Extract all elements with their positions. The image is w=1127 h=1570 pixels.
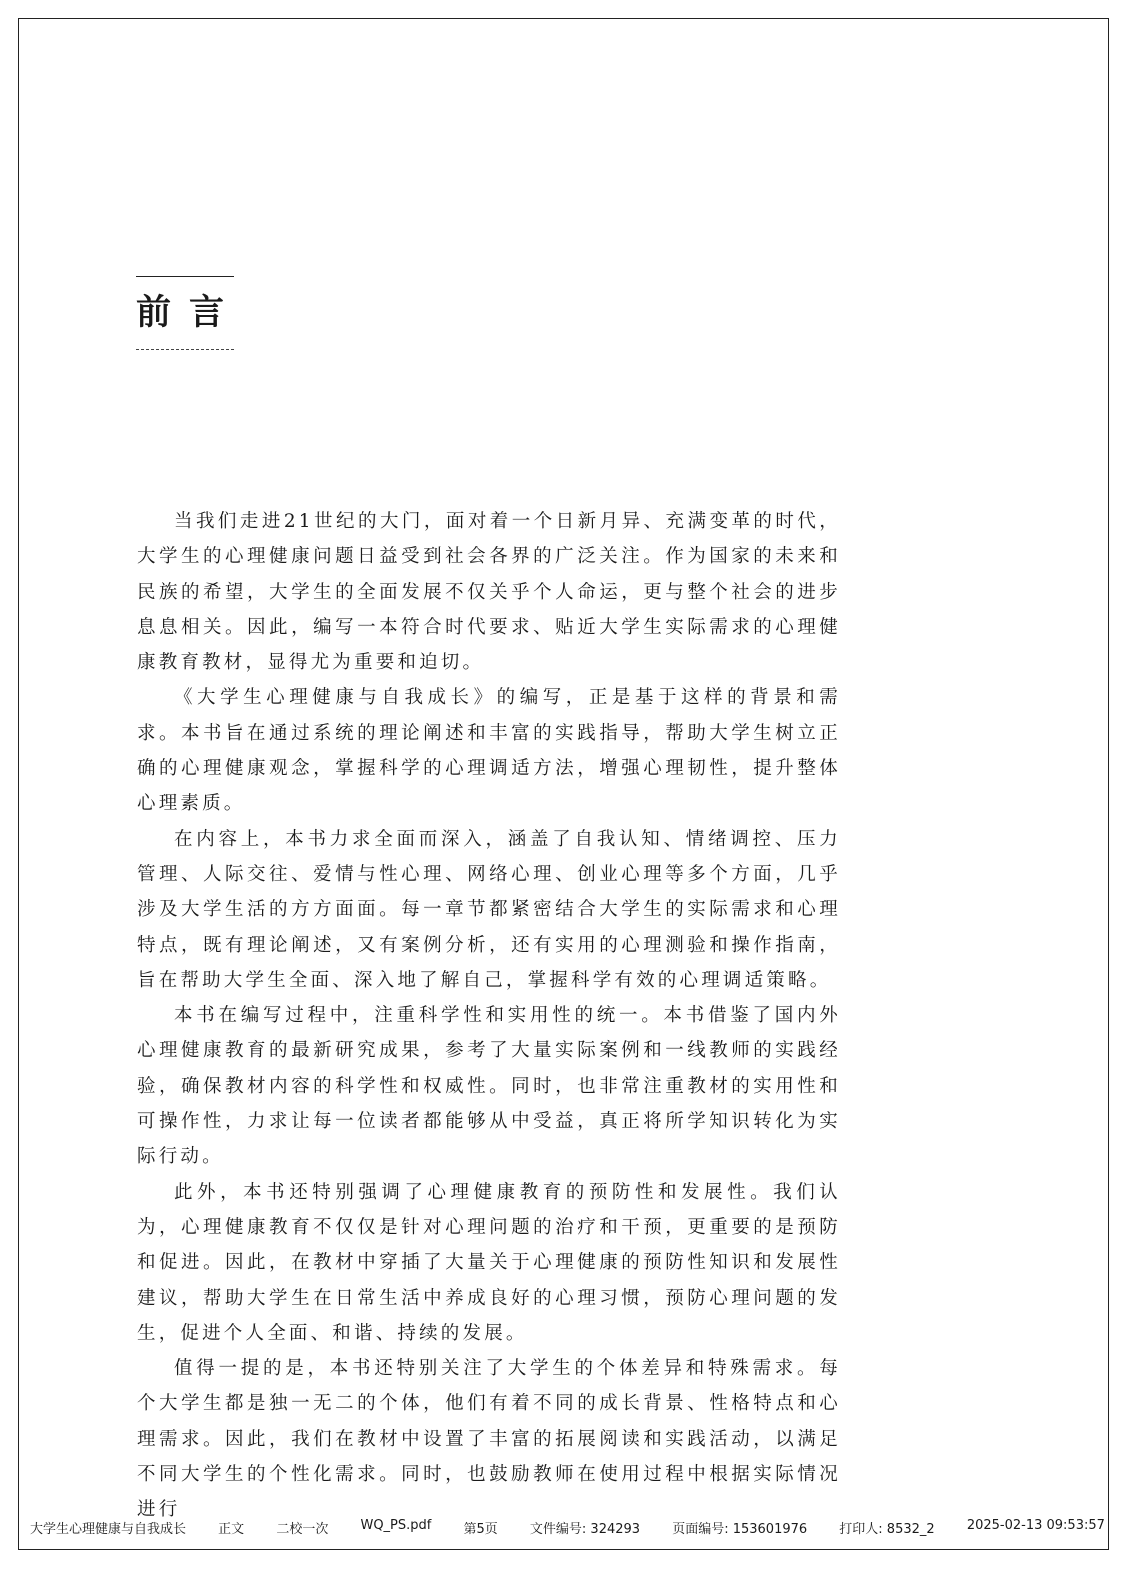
paragraph-3: 在内容上，本书力求全面而深入，涵盖了自我认知、情绪调控、压力管理、人际交往、爱情与性心理、网络心理、创业心理等多个方面，几乎涉及大学生活的方方面面。每一章节都紧密结合大学生的实际需求和心理特点，既有理论阐述，又有案例分析，还有实用的心理测验和操作指南，旨在帮助大学生全面、深入地了解自己，掌握科学有效的心理调适策略。: [137, 828, 841, 991]
footer-timestamp: 2025-02-13 09:53:57: [966, 1518, 1105, 1533]
paragraph-2: 《大学生心理健康与自我成长》的编写，正是基于这样的背景和需求。本书旨在通过系统的理论阐述和丰富的实践指导，帮助大学生树立正确的心理健康观念，掌握科学的心理调适方法，增强心理韧性，提升整体心理素质。: [137, 687, 841, 815]
title-rule-top: [136, 276, 234, 277]
page-title: 前言: [136, 293, 243, 333]
preface-body: [137, 504, 841, 1528]
paragraph-1: 当我们走进21世纪的大门，面对着一个日新月异、充满变革的时代，大学生的心理健康问题日益受到社会各界的广泛关注。作为国家的未来和民族的希望，大学生的全面发展不仅关乎个人命运，更与整个社会的进步息息相关。因此，编写一本符合时代要求、贴近大学生实际需求的心理健康教育教材，显得尤为重要和迫切。: [137, 511, 841, 674]
footer-page-number: 页面编号: 153601976: [672, 1522, 808, 1537]
footer-book-title: 大学生心理健康与自我成长: [30, 1522, 187, 1537]
footer-page: 第5页: [463, 1522, 498, 1537]
footer-printer: 打印人: 8532_2: [839, 1522, 935, 1537]
footer-filename: WQ_PS.pdf: [360, 1518, 432, 1533]
paragraph-4: 本书在编写过程中，注重科学性和实用性的统一。本书借鉴了国内外心理健康教育的最新研究成果，参考了大量实际案例和一线教师的实践经验，确保教材内容的科学性和权威性。同时，也非常注重教材的实用性和可操作性，力求让每一位读者都能够从中受益，真正将所学知识转化为实际行动。: [137, 1005, 841, 1168]
footer-file-number: 文件编号: 324293: [529, 1522, 641, 1537]
footer-proof: 二校一次: [276, 1522, 329, 1537]
paragraph-6: 值得一提的是，本书还特别关注了大学生的个体差异和特殊需求。每个大学生都是独一无二的个体，他们有着不同的成长背景、性格特点和心理需求。因此，我们在教材中设置了丰富的拓展阅读和实践活动，以满足不同大学生的个性化需求。同时，也鼓励教师在使用过程中根据实际情况进行: [137, 1358, 841, 1521]
paragraph-5: 此外，本书还特别强调了心理健康教育的预防性和发展性。我们认为，心理健康教育不仅仅是针对心理问题的治疗和干预，更重要的是预防和促进。因此，在教材中穿插了大量关于心理健康的预防性知识和发展性建议，帮助大学生在日常生活中养成良好的心理习惯，预防心理问题的发生，促进个人全面、和谐、持续的发展。: [137, 1181, 841, 1344]
title-block: [136, 276, 243, 350]
print-footer: [30, 1518, 1105, 1537]
title-rule-bottom: [136, 349, 234, 350]
footer-section: 正文: [218, 1522, 245, 1537]
